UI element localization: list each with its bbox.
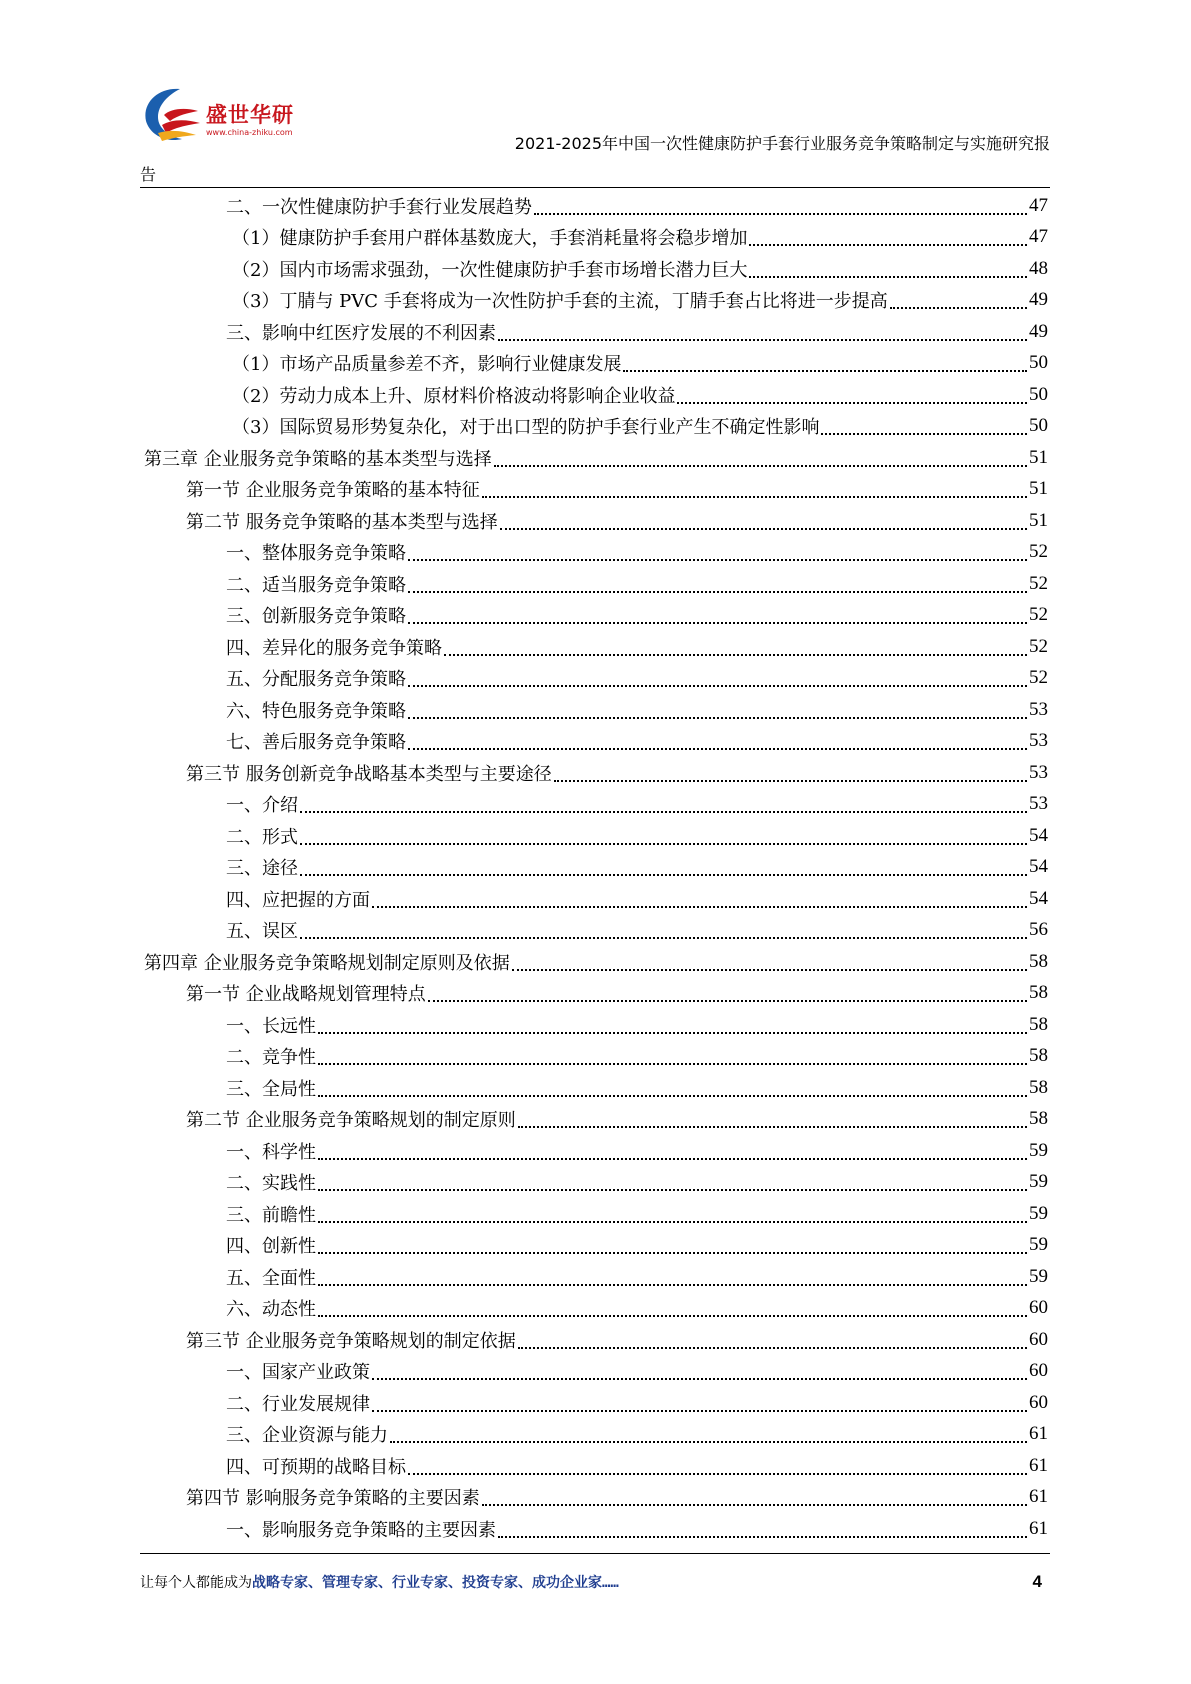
toc-entry-page: 54 (1029, 856, 1048, 878)
toc-entry[interactable] (140, 348, 1048, 380)
footer-slogan-highlight: 战略专家、管理专家、行业专家、投资专家、成功企业家…… (252, 1575, 619, 1591)
toc-entry[interactable] (140, 852, 1048, 884)
toc-entry-page: 54 (1029, 824, 1048, 846)
toc-leader-dots (372, 888, 1027, 908)
toc-entry-title: 三、影响中红医疗发展的不利因素 (226, 322, 496, 344)
toc-leader-dots (408, 699, 1027, 719)
toc-leader-dots (318, 1234, 1027, 1254)
toc-entry-title: 第二节 企业服务竞争策略规划的制定原则 (186, 1110, 516, 1132)
toc-entry-page: 49 (1029, 320, 1048, 342)
toc-entry-page: 51 (1029, 478, 1048, 500)
toc-entry-title: 一、国家产业政策 (226, 1362, 370, 1384)
toc-entry-page: 50 (1029, 383, 1048, 405)
toc-leader-dots (623, 352, 1027, 372)
toc-entry[interactable] (140, 1167, 1048, 1199)
toc-leader-dots (408, 573, 1027, 593)
footer-divider (140, 1553, 1050, 1554)
toc-entry[interactable] (140, 1072, 1048, 1104)
toc-entry-title: 一、影响服务竞争策略的主要因素 (226, 1519, 496, 1541)
toc-leader-dots (318, 1171, 1027, 1191)
toc-entry-page: 58 (1029, 1076, 1048, 1098)
toc-leader-dots (408, 1455, 1027, 1475)
toc-entry[interactable] (140, 1419, 1048, 1451)
toc-entry[interactable] (140, 946, 1048, 978)
toc-entry-page: 59 (1029, 1139, 1048, 1161)
toc-entry[interactable] (140, 1450, 1048, 1482)
toc-entry-title: 七、善后服务竞争策略 (226, 732, 406, 754)
toc-leader-dots (408, 667, 1027, 687)
toc-leader-dots (482, 478, 1027, 498)
toc-entry-title: 三、全局性 (226, 1078, 316, 1100)
toc-entry-page: 59 (1029, 1265, 1048, 1287)
toc-entry-page: 53 (1029, 698, 1048, 720)
toc-leader-dots (428, 982, 1027, 1002)
toc-entry-title: 三、企业资源与能力 (226, 1425, 388, 1447)
page-number: 4 (1032, 1572, 1042, 1591)
toc-leader-dots (300, 919, 1027, 939)
toc-leader-dots (408, 541, 1027, 561)
toc-entry-page: 49 (1029, 289, 1048, 311)
toc-entry[interactable] (140, 505, 1048, 537)
toc-entry-title: 三、前瞻性 (226, 1204, 316, 1226)
toc-entry-title: 四、应把握的方面 (226, 889, 370, 911)
toc-leader-dots (318, 1045, 1027, 1065)
toc-entry-title: 一、整体服务竞争策略 (226, 543, 406, 565)
toc-entry[interactable] (140, 1009, 1048, 1041)
toc-entry-page: 61 (1029, 1517, 1048, 1539)
toc-entry-title: 二、行业发展规律 (226, 1393, 370, 1415)
toc-entry[interactable] (140, 1356, 1048, 1388)
toc-entry-page: 53 (1029, 730, 1048, 752)
toc-entry-page: 52 (1029, 541, 1048, 563)
toc-leader-dots (444, 636, 1027, 656)
toc-entry-page: 51 (1029, 446, 1048, 468)
toc-entry[interactable] (140, 820, 1048, 852)
toc-entry-title: （2）国内市场需求强劲，一次性健康防护手套市场增长潜力巨大 (232, 259, 748, 281)
toc-entry-title: 第四章 企业服务竞争策略规划制定原则及依据 (144, 952, 510, 974)
toc-entry[interactable] (140, 253, 1048, 285)
toc-entry[interactable] (140, 600, 1048, 632)
toc-entry-title: 第三节 企业服务竞争策略规划的制定依据 (186, 1330, 516, 1352)
toc-entry-page: 47 (1029, 194, 1048, 216)
toc-entry-page: 61 (1029, 1423, 1048, 1445)
logo-brand-text: 盛世华研 (206, 103, 294, 127)
toc-entry[interactable] (140, 1482, 1048, 1514)
toc-leader-dots (318, 1077, 1027, 1097)
header-divider (140, 187, 1050, 188)
toc-leader-dots (408, 604, 1027, 624)
toc-entry-page: 60 (1029, 1360, 1048, 1382)
toc-leader-dots (482, 1486, 1027, 1506)
toc-entry-title: 三、途径 (226, 858, 298, 880)
toc-entry-page: 47 (1029, 226, 1048, 248)
toc-leader-dots (518, 1329, 1027, 1349)
document-title-line-2: 告 (140, 165, 157, 184)
toc-entry-page: 52 (1029, 604, 1048, 626)
toc-leader-dots (821, 415, 1027, 435)
toc-entry-page: 58 (1029, 1045, 1048, 1067)
toc-entry-title: （2）劳动力成本上升、原材料价格波动将影响企业收益 (232, 385, 676, 407)
toc-entry-page: 60 (1029, 1328, 1048, 1350)
toc-entry-title: 五、误区 (226, 921, 298, 943)
toc-leader-dots (318, 1297, 1027, 1317)
page-footer (140, 1572, 1050, 1596)
toc-entry[interactable] (140, 379, 1048, 411)
toc-entry[interactable] (140, 978, 1048, 1010)
toc-leader-dots (498, 321, 1027, 341)
toc-entry-page: 53 (1029, 761, 1048, 783)
toc-leader-dots (300, 825, 1027, 845)
toc-entry[interactable] (140, 631, 1048, 663)
toc-entry-page: 50 (1029, 415, 1048, 437)
toc-entry[interactable] (140, 316, 1048, 348)
toc-entry-title: 四、创新性 (226, 1236, 316, 1258)
toc-entry[interactable] (140, 1261, 1048, 1293)
toc-entry-title: 二、一次性健康防护手套行业发展趋势 (226, 196, 532, 218)
toc-entry-title: 四、差异化的服务竞争策略 (226, 637, 442, 659)
toc-entry-title: 一、科学性 (226, 1141, 316, 1163)
toc-entry[interactable] (140, 474, 1048, 506)
toc-entry-title: 五、全面性 (226, 1267, 316, 1289)
toc-leader-dots (677, 384, 1027, 404)
toc-entry-page: 54 (1029, 887, 1048, 909)
toc-leader-dots (408, 730, 1027, 750)
toc-entry-title: 五、分配服务竞争策略 (226, 669, 406, 691)
toc-entry[interactable] (140, 411, 1048, 443)
toc-entry-title: 第四节 影响服务竞争策略的主要因素 (186, 1488, 480, 1510)
toc-entry-page: 52 (1029, 635, 1048, 657)
toc-entry-page: 48 (1029, 257, 1048, 279)
toc-entry[interactable] (140, 789, 1048, 821)
toc-entry[interactable] (140, 285, 1048, 317)
toc-entry[interactable] (140, 694, 1048, 726)
toc-entry-page: 61 (1029, 1486, 1048, 1508)
toc-entry-title: 二、实践性 (226, 1173, 316, 1195)
toc-entry-title: 一、介绍 (226, 795, 298, 817)
toc-entry-page: 59 (1029, 1234, 1048, 1256)
toc-entry-title: 第二节 服务竞争策略的基本类型与选择 (186, 511, 498, 533)
toc-entry-title: （1）健康防护手套用户群体基数庞大，手套消耗量将会稳步增加 (232, 228, 748, 250)
toc-entry-title: 第三章 企业服务竞争策略的基本类型与选择 (144, 448, 492, 470)
toc-leader-dots (518, 1108, 1027, 1128)
toc-entry[interactable] (140, 1387, 1048, 1419)
toc-entry-title: （1）市场产品质量参差不齐，影响行业健康发展 (232, 354, 622, 376)
toc-leader-dots (890, 289, 1027, 309)
toc-entry-title: 六、动态性 (226, 1299, 316, 1321)
toc-leader-dots (512, 951, 1027, 971)
toc-leader-dots (749, 258, 1027, 278)
toc-entry-title: 六、特色服务竞争策略 (226, 700, 406, 722)
document-title-line-1: 2021-2025年中国一次性健康防护手套行业服务竞争策略制定与实施研究报 (514, 134, 1050, 153)
toc-entry[interactable] (140, 663, 1048, 695)
toc-entry[interactable] (140, 442, 1048, 474)
toc-entry[interactable] (140, 915, 1048, 947)
toc-entry[interactable] (140, 1041, 1048, 1073)
toc-leader-dots (318, 1203, 1027, 1223)
toc-entry-page: 59 (1029, 1202, 1048, 1224)
toc-leader-dots (390, 1423, 1027, 1443)
toc-entry[interactable] (140, 1513, 1048, 1545)
toc-entry[interactable] (140, 222, 1048, 254)
toc-entry-page: 52 (1029, 667, 1048, 689)
toc-entry[interactable] (140, 726, 1048, 758)
toc-entry[interactable] (140, 883, 1048, 915)
footer-slogan-lead: 让每个人都能成为 (140, 1575, 252, 1591)
logo-url-text: www.china-zhiku.com (206, 128, 293, 137)
toc-entry[interactable] (140, 568, 1048, 600)
toc-entry-page: 60 (1029, 1391, 1048, 1413)
toc-entry-title: 二、竞争性 (226, 1047, 316, 1069)
toc-entry-title: 第一节 企业服务竞争策略的基本特征 (186, 480, 480, 502)
toc-entry-title: （3）丁腈与 PVC 手套将成为一次性防护手套的主流，丁腈手套占比将进一步提高 (232, 291, 888, 313)
toc-entry-title: 第一节 企业战略规划管理特点 (186, 984, 426, 1006)
toc-entry-page: 59 (1029, 1171, 1048, 1193)
toc-entry-title: 三、创新服务竞争策略 (226, 606, 406, 628)
toc-leader-dots (749, 226, 1027, 246)
toc-entry[interactable] (140, 1135, 1048, 1167)
toc-leader-dots (318, 1014, 1027, 1034)
toc-entry[interactable] (140, 757, 1048, 789)
toc-entry[interactable] (140, 1104, 1048, 1136)
toc-entry-page: 58 (1029, 1108, 1048, 1130)
toc-entry-page: 58 (1029, 950, 1048, 972)
toc-leader-dots (498, 1518, 1027, 1538)
toc-entry-title: （3）国际贸易形势复杂化，对于出口型的防护手套行业产生不确定性影响 (232, 417, 820, 439)
toc-entry-page: 58 (1029, 982, 1048, 1004)
toc-entry[interactable] (140, 1293, 1048, 1325)
toc-entry-page: 50 (1029, 352, 1048, 374)
toc-leader-dots (372, 1360, 1027, 1380)
toc-entry-title: 二、形式 (226, 826, 298, 848)
toc-entry[interactable] (140, 190, 1048, 222)
toc-leader-dots (318, 1266, 1027, 1286)
table-of-contents (140, 190, 1048, 1545)
toc-leader-dots (500, 510, 1027, 530)
toc-entry[interactable] (140, 1198, 1048, 1230)
toc-leader-dots (534, 195, 1027, 215)
toc-leader-dots (300, 793, 1027, 813)
toc-leader-dots (300, 856, 1027, 876)
toc-leader-dots (372, 1392, 1027, 1412)
toc-entry-page: 61 (1029, 1454, 1048, 1476)
document-title (140, 128, 1050, 190)
toc-entry[interactable] (140, 1324, 1048, 1356)
toc-entry-page: 58 (1029, 1013, 1048, 1035)
toc-entry-title: 第三节 服务创新竞争战略基本类型与主要途径 (186, 763, 552, 785)
toc-entry-title: 二、适当服务竞争策略 (226, 574, 406, 596)
toc-leader-dots (318, 1140, 1027, 1160)
toc-entry-page: 56 (1029, 919, 1048, 941)
toc-entry-page: 52 (1029, 572, 1048, 594)
toc-entry-page: 51 (1029, 509, 1048, 531)
toc-leader-dots (494, 447, 1027, 467)
toc-entry-title: 四、可预期的战略目标 (226, 1456, 406, 1478)
toc-entry-page: 60 (1029, 1297, 1048, 1319)
toc-entry-title: 一、长远性 (226, 1015, 316, 1037)
toc-leader-dots (554, 762, 1027, 782)
toc-entry[interactable] (140, 537, 1048, 569)
toc-entry[interactable] (140, 1230, 1048, 1262)
toc-entry-page: 53 (1029, 793, 1048, 815)
